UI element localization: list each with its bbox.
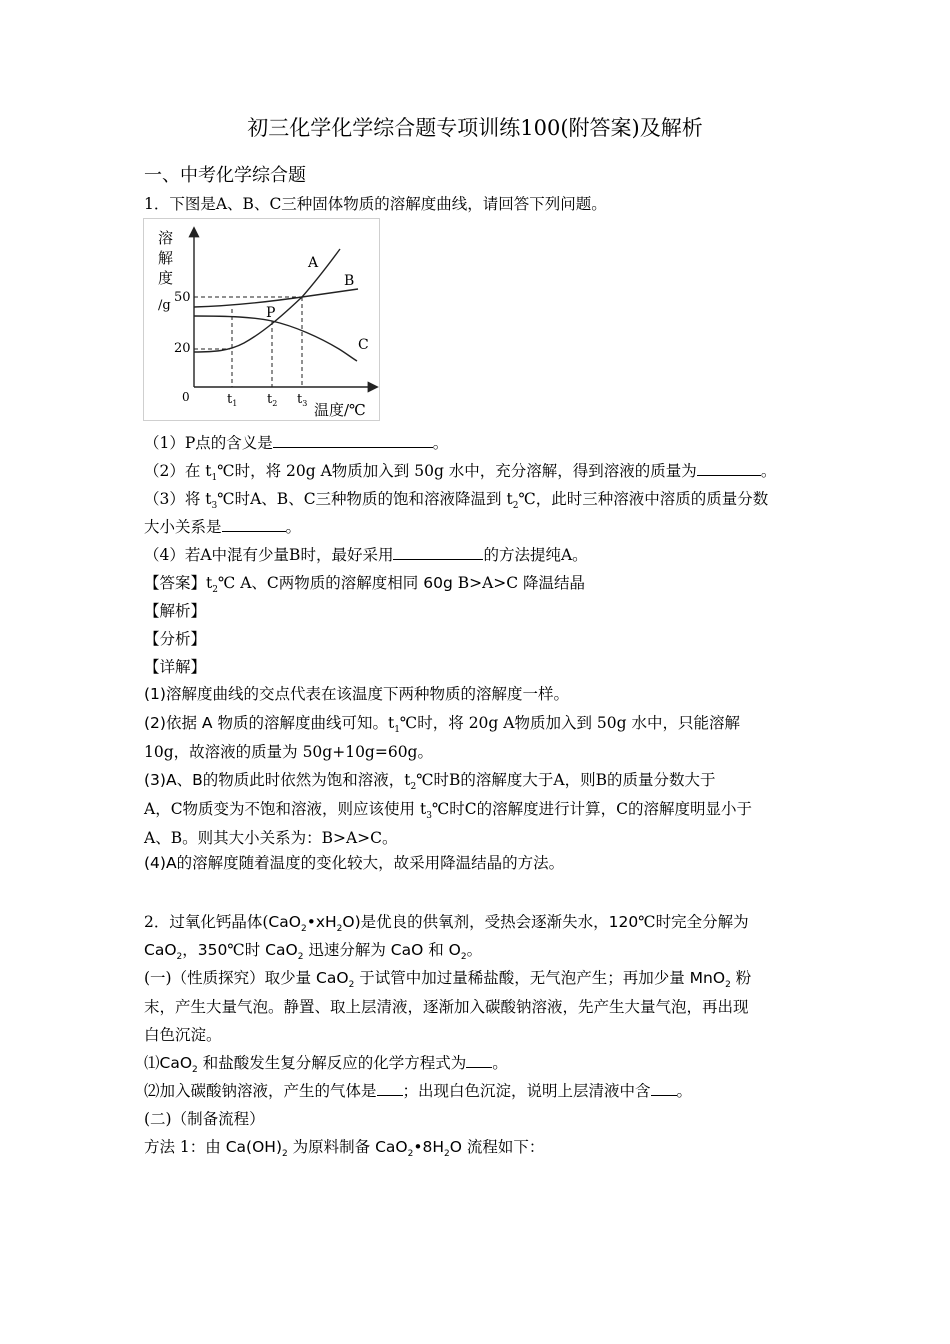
q1-xiangjie: 【详解】 (144, 658, 207, 676)
document-title: 初三化学化学综合题专项训练100(附答案)及解析 (247, 116, 703, 140)
ylabel-2: 解 (158, 249, 174, 267)
answer-blank[interactable] (273, 433, 433, 448)
q2-line-2: CaO$_2$，350℃时 CaO$_2$ 迅速分解为 CaO 和 $O_2$。 (144, 941, 483, 962)
label-p: P (266, 305, 276, 321)
q2-line-3: (一)（性质探究）取少量 CaO$_2$ 于试管中加过量稀盐酸，无气泡产生；再加少量 MnO$_2$ 粉 (144, 969, 752, 990)
ylabel-1: 溶 (158, 229, 174, 247)
q2-line-4: 末，产生大量气泡。静置、取上层清液，逐渐加入碳酸钠溶液，先产生大量气泡，再出现 (144, 998, 749, 1016)
xtick-t2: $t_2$ (267, 392, 278, 408)
q1-fenxi: 【分析】 (144, 630, 207, 648)
answer-blank[interactable] (393, 545, 483, 560)
q2-line-5: 白色沉淀。 (144, 1026, 222, 1044)
q2-line-6: ⑴CaO$_2$ 和盐酸发生复分解反应的化学方程式为 。 (144, 1054, 508, 1075)
ylabel-4: /g (158, 298, 171, 313)
xlabel: 温度/℃ (314, 401, 366, 419)
answer-blank[interactable] (222, 517, 286, 532)
q1-stem: 1．下图是A、B、C三种固体物质的溶解度曲线，请回答下列问题。 (144, 195, 607, 213)
q1-sub3-cont: 大小关系是 。 (144, 518, 302, 536)
q1-detail-2: (2)依据 A 物质的溶解度曲线可知。$t_1℃$时，将 20g A物质加入到 50g 水中，只能溶解 (144, 714, 740, 735)
curve-b (194, 289, 358, 307)
q1-detail-3: (3)A、B的物质此时依然为饱和溶液，$t_2℃$时B的溶解度大于A，则B的质量分数大于 (144, 771, 716, 792)
answer-blank[interactable] (697, 461, 761, 476)
q1-detail-1: (1)溶解度曲线的交点代表在该温度下两种物质的溶解度一样。 (144, 685, 569, 703)
q2-line-9: 方法 1：由 $Ca(OH)_2$ 为原料制备 $CaO_2•8H_2O$ 流程如下： (144, 1138, 545, 1159)
label-a: A (308, 255, 319, 271)
xtick-t1: $t_1$ (227, 392, 238, 408)
q2-line-1: 2．过氧化钙晶体$(CaO_2•xH_2O)$是优良的供氧剂，受热会逐渐失水，120℃时完全分解为 (144, 913, 749, 934)
answer-blank[interactable] (466, 1053, 492, 1068)
q1-sub3: （3）将 $t_3℃$时A、B、C三种物质的饱和溶液降温到 $t_2℃$，此时三种溶液中溶质的质量分数 (144, 490, 769, 511)
label-b: B (344, 273, 355, 289)
ytick-20: 20 (174, 341, 191, 356)
q1-sub4: （4）若A中混有少量B时，最好采用 的方法提纯A。 (144, 546, 588, 564)
origin-label: 0 (182, 390, 190, 404)
q1-detail-2-cont: 10g，故溶液的质量为 50g+10g=60g。 (144, 743, 433, 761)
q1-detail-3-cont: A，C物质变为不饱和溶液，则应该使用 $t_3℃$时C的溶解度进行计算，C的溶解度明显小于 (144, 800, 753, 821)
ytick-50: 50 (174, 290, 191, 305)
q1-sub1: （1）P点的含义是 。 (144, 434, 449, 452)
q2-line-7: ⑵加入碳酸钠溶液，产生的气体是 ；出现白色沉淀，说明上层清液中含 。 (144, 1082, 693, 1100)
q1-answer: 【答案】$t_2℃$ A、C两物质的溶解度相同 60g B>A>C 降温结晶 (144, 574, 586, 595)
answer-blank[interactable] (651, 1081, 677, 1096)
q1-detail-4: (4)A的溶解度随着温度的变化较大，故采用降温结晶的方法。 (144, 854, 565, 872)
label-c: C (358, 337, 369, 353)
section-heading: 一、中考化学综合题 (144, 165, 306, 186)
ylabel-3: 度 (158, 269, 174, 287)
q1-detail-3-cont2: A、B。则其大小关系为：B>A>C。 (144, 829, 398, 847)
curve-c (194, 316, 357, 361)
q2-line-8: (二)（制备流程） (144, 1110, 265, 1128)
solubility-graph (143, 218, 380, 421)
q1-sub2: （2）在 $t_1℃$时，将 20g A物质加入到 50g 水中，充分溶解，得到溶液的质量为 。 (144, 462, 777, 483)
q1-jiexi: 【解析】 (144, 602, 207, 620)
xtick-t3: $t_3$ (297, 392, 308, 408)
answer-blank[interactable] (377, 1081, 403, 1096)
